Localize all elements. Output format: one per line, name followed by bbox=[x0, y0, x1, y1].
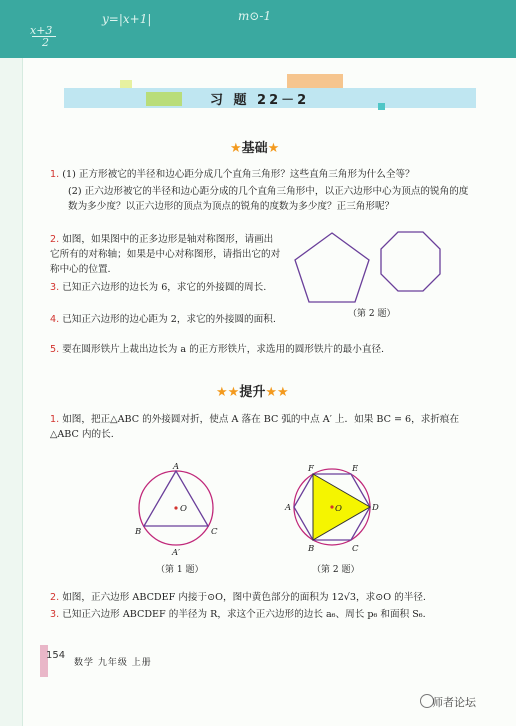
label-d-top: E bbox=[352, 464, 359, 474]
figure-caption-advanced-1: （第 1 题） bbox=[156, 565, 204, 575]
star-icon: ★★ bbox=[265, 385, 289, 400]
basic-question-1a: 1. (1) 正方形被它的半径和边心距分成几个直角三角形？这些直角三角形为什么全等？ bbox=[50, 169, 415, 180]
title-decoration bbox=[146, 92, 182, 106]
figure-caption-basic-2: （第 2 题） bbox=[348, 309, 396, 319]
star-icon: ★ bbox=[267, 141, 280, 156]
center-dot bbox=[330, 505, 333, 508]
label-a-prime: A′ bbox=[172, 548, 181, 558]
watermark-text: 师者论坛 bbox=[432, 696, 476, 709]
hexagon-circle-figure bbox=[282, 460, 382, 560]
page-margin-strip bbox=[0, 58, 23, 726]
header-formula-m: m⊙-1 bbox=[238, 9, 272, 23]
label-e: F bbox=[308, 464, 314, 474]
exercise-title: 习 题 22－2 bbox=[210, 93, 310, 108]
section-basic-heading: ★基础★ bbox=[230, 141, 280, 156]
basic-question-5: 5. 要在圆形铁片上裁出边长为 a 的正方形铁片，求选用的圆形铁片的最小直径. bbox=[50, 344, 385, 355]
advanced-question-2: 2. 如图，正六边形 ABCDEF 内接于⊙O，图中黄色部分的面积为 12√3，求⊙O 的半径. bbox=[50, 592, 426, 603]
octagon-shape bbox=[381, 232, 440, 291]
star-icon: ★★ bbox=[216, 385, 240, 400]
advanced-question-1: 1. 如图，把正△ABC 的外接圆对折，使点 A 落在 BC 弧的中点 A′ 上．如果 BC = 6，求折痕在△ABC 内的长. bbox=[50, 414, 460, 440]
regular-polygons-figure bbox=[290, 228, 460, 306]
header-formula-abs: y=|x+1| bbox=[102, 12, 152, 26]
label-b: B bbox=[308, 544, 315, 554]
figure-caption-advanced-2: （第 2 题） bbox=[312, 565, 360, 575]
pentagon-shape bbox=[295, 233, 369, 302]
label-c: C bbox=[352, 544, 359, 554]
section-advanced-heading: ★★提升★★ bbox=[216, 385, 289, 400]
label-o: O bbox=[335, 504, 342, 514]
basic-question-3: 3. 已知正六边形的边长为 6，求它的外接圆的周长. bbox=[50, 282, 267, 293]
advanced-question-3: 3. 已知正六边形 ABCDEF 的半径为 R，求这个正六边形的边长 a₆、周长 p₆ 和面积 S₆. bbox=[50, 609, 426, 620]
label-b: B bbox=[135, 527, 142, 537]
star-icon: ★ bbox=[230, 141, 242, 156]
header-formula-fraction: x+3 2 bbox=[30, 24, 52, 37]
label-d: D bbox=[372, 503, 379, 513]
label-a: A bbox=[285, 503, 292, 513]
center-dot bbox=[174, 506, 177, 509]
basic-question-1b: (2) 正六边形被它的半径和边心距分成的几个直角三角形中，以正六边形中心为顶点的锐角的度数为多少度？以正六边形的顶点为顶点的锐角的度数为多少度？正三角形呢？ bbox=[68, 186, 469, 212]
label-c: C bbox=[211, 527, 218, 537]
book-title-footer: 数学 九年级 上册 bbox=[74, 658, 152, 668]
triangle-circle-figure bbox=[128, 460, 228, 560]
basic-question-4: 4. 已知正六边形的边心距为 2，求它的外接圆的面积. bbox=[50, 314, 276, 325]
page-number: 154 bbox=[46, 650, 66, 661]
title-decoration bbox=[378, 103, 385, 110]
basic-question-2: 2. 如图，如果图中的正多边形是轴对称图形，请画出它所有的对称轴；如果是中心对称图形，请指出它的对称中心的位置. bbox=[50, 234, 281, 275]
title-decoration bbox=[287, 74, 343, 88]
label-o: O bbox=[180, 504, 187, 514]
label-a: A bbox=[173, 462, 180, 472]
